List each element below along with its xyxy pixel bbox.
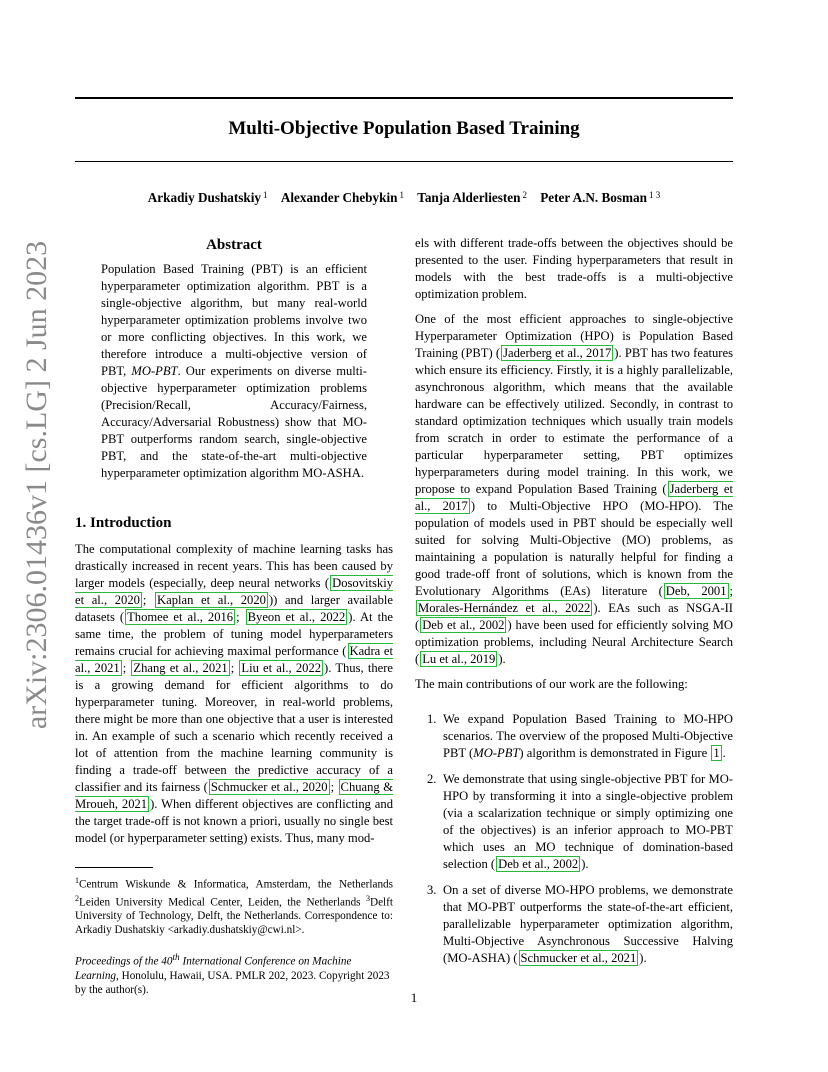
intro-paragraph [415, 311, 733, 668]
affiliation-footnote [75, 874, 393, 937]
footnote-text: Leiden University Medical Center, Leiden, the Netherlands [79, 896, 366, 909]
title-rule-bottom [75, 161, 733, 162]
author-name: Tanja Alderliesten [417, 190, 521, 205]
author-name: Peter A.N. Bosman [540, 190, 647, 205]
citation-link[interactable]: Liu et al., 2022 [241, 661, 322, 675]
text-run: ). When different objectives are conflicting and the target trade-off is not known a priori, usually no single best model (or hyperparameter setting) exists. Thus, many mod- [75, 797, 393, 845]
list-number: 3. [427, 883, 437, 897]
author-4 [540, 190, 660, 205]
footnote-marker: 3 [366, 894, 370, 904]
text-run: )) and larger available datasets ( [75, 593, 393, 624]
arxiv-identifier-text: arXiv:2306.01436v1 [cs.LG] 2 Jun 2023 [20, 240, 53, 730]
text-run: ) to Multi-Objective HPO (MO-HPO). The population of models used in PBT should be especially well suited for solving Multi-Objective (MO) problems, as maintaining a population is naturally helpful for finding a good trade-off front of solutions, which is known from the Evolutionary Algorithms (EAs) literature ( [415, 499, 733, 598]
citation-link[interactable]: Zhang et al., 2021 [133, 661, 228, 675]
text-run: ). EAs such as NSGA-II ( [415, 601, 733, 632]
intro-paragraph [75, 541, 393, 847]
contributions-list [415, 711, 733, 967]
text-run: On a set of diverse MO-HPO problems, we demonstrate that MO-PBT outperforms the state-of-the-art efficient, parallelizable hyperparameter optimization algorithm, Multi-Objective Asynchronous Successive Halving (MO-ASHA) ( [443, 883, 733, 965]
proceedings-text: International Conference on Machine Learning [75, 956, 352, 983]
abstract-emphasis: MO-PBT [131, 364, 178, 378]
author-affiliation: 2 [522, 190, 527, 200]
citation-link[interactable]: Schmucker et al., 2021 [520, 951, 637, 965]
proceedings-edition: 40 [161, 956, 173, 969]
text-run: ). Thus, there is a growing demand for efficient algorithms to do hyperparameter tuning. Moreover, in real-world problems, there might be more than one objective that a user is interested in. An example of such a scenario which recently received a lot of attention from the machine learning community is finding a trade-off between the predictive accuracy of a classifier and its fairness ( [75, 661, 393, 794]
footnote-marker: 2 [75, 894, 79, 904]
author-name: Arkadiy Dushatskiy [147, 190, 262, 205]
citation-link[interactable]: Dosovitskiy et al., 2020 [75, 576, 393, 607]
citation-link[interactable]: Deb et al., 2002 [498, 857, 579, 871]
citation-link[interactable]: Chuang & Mroueh, 2021 [75, 780, 393, 811]
text-run: ; [729, 584, 734, 598]
author-list [75, 190, 733, 206]
citation-link[interactable]: Byeon et al., 2022 [247, 610, 346, 624]
author-affiliation: 1 [263, 190, 268, 200]
paper-title: Multi-Objective Population Based Training [228, 118, 580, 139]
text-run: We demonstrate that using single-objective PBT for MO-HPO by transforming it into a single-objective problem (via a scalarization technique or simply optimizing one of the objectives) is an inferior approach to MO-PBT which uses an MO technique of domination-based selection ( [443, 772, 733, 871]
footnote-text: Delft University of Technology, Delft, the Netherlands. Correspondence to: Arkadiy Dushatskiy <arkadiy.dushatskiy@cwi.nl>. [75, 896, 393, 936]
right-column [415, 235, 733, 976]
list-number: 1. [427, 712, 437, 726]
section-heading-introduction: 1. Introduction [75, 515, 172, 531]
left-column [75, 235, 393, 997]
text-emphasis: MO-PBT [473, 746, 520, 760]
citation-link[interactable]: Thomee et al., 2016 [127, 610, 234, 624]
figure-link[interactable]: 1 [713, 746, 720, 760]
author-1 [148, 190, 268, 205]
citation-link[interactable]: Jaderberg et al., 2017 [503, 346, 612, 360]
citation-link[interactable]: Lu et al., 2019 [422, 652, 496, 666]
citation-link[interactable]: Schmucker et al., 2020 [210, 780, 328, 794]
text-run: ; [230, 661, 239, 675]
list-item [415, 882, 733, 967]
abstract-heading: Abstract [206, 237, 262, 253]
text-run: We expand Population Based Training to MO-HPO scenarios. The overview of the proposed Multi-Objective PBT ( [443, 712, 733, 760]
text-run: ). [498, 652, 506, 666]
title-rule-top [75, 97, 733, 99]
list-item [415, 711, 733, 762]
intro-paragraph: els with different trade-offs between the objectives should be presented to the user. Finding hyperparameters that result in models with the best trade-offs is a multi-objective optimization problem. [415, 236, 733, 301]
proceedings-ordinal: th [172, 953, 180, 964]
text-run: ). [639, 951, 647, 965]
abstract-text: Population Based Training (PBT) is an efficient hyperparameter optimization algorithm. PBT is a single-objective algorithm, but many real-world hyperparameter optimization problems involve two or more conflicting objectives. In this work, we therefore introduce a multi-objective version of PBT, [101, 262, 367, 378]
proceedings-text: , Honolulu, Hawaii, USA. PMLR 202, 2023. Copyright 2023 by the author(s). [75, 970, 390, 997]
page-number: 1 [410, 990, 418, 1005]
text-run: ). [581, 857, 589, 871]
footnote-marker: 1 [75, 876, 79, 885]
footnote-divider [75, 867, 153, 868]
proceedings-text: Proceedings of the [75, 956, 162, 969]
abstract-body [101, 261, 367, 482]
citation-link[interactable]: Deb, 2001 [665, 584, 727, 598]
footnote-text: Centrum Wiskunde & Informatica, Amsterdam, the Netherlands [79, 878, 393, 891]
text-run: . [722, 746, 726, 760]
text-run: ; [236, 610, 245, 624]
citation-link[interactable]: Kadra et al., 2021 [75, 644, 393, 675]
text-run: ; [122, 661, 131, 675]
text-run: ) algorithm is demonstrated in Figure [519, 746, 711, 760]
text-run: ) have been used for efficiently solving MO optimization problems, including Neural Architecture Search ( [415, 618, 733, 666]
text-run: ; [330, 780, 338, 794]
author-3 [417, 190, 527, 205]
citation-link[interactable]: Kaplan et al., 2020 [157, 593, 266, 607]
text-run: ). PBT has two features which ensure its efficiency. Firstly, it is a highly parallelizable, asynchronous algorithm, which means that the available hardware can be effectively utilized. Secondly, in contrast to standard optimization techniques which usually train models from scratch in order to estimate the performance of a particular hyperparameter setting, PBT optimizes hyperparameters during model training. In this work, we propose to expand Population Based Training ( [415, 346, 733, 496]
text-run: The computational complexity of machine learning tasks has drastically increased in recent years. This has been caused by larger models (especially, deep neural networks ( [75, 542, 393, 590]
abstract-text: . Our experiments on diverse multi-objective hyperparameter optimization problems (Precision/Recall, Accuracy/Fairness, Accuracy/Adversarial Robustness) show that MO-PBT outperforms random search, single-objective PBT, and the state-of-the-art multi-objective hyperparameter optimization algorithm MO-ASHA. [101, 364, 367, 480]
author-affiliation: 1 3 [648, 190, 661, 200]
citation-link[interactable]: Jaderberg et al., 2017 [415, 482, 733, 513]
citation-link[interactable]: Morales-Hernández et al., 2022 [418, 601, 591, 615]
text-run: ). At the same time, the problem of tuning model hyperparameters remains crucial for achieving maximal performance ( [75, 610, 393, 658]
text-run: ; [142, 593, 155, 607]
author-affiliation: 1 [399, 190, 404, 200]
author-2 [281, 190, 404, 205]
list-item [415, 771, 733, 873]
citation-link[interactable]: Deb et al., 2002 [422, 618, 505, 632]
author-name: Alexander Chebykin [280, 190, 398, 205]
list-number: 2. [427, 772, 437, 786]
contributions-intro: The main contributions of our work are the following: [415, 677, 688, 691]
text-run: One of the most efficient approaches to single-objective Hyperparameter Optimization (HPO) is Population Based Training (PBT) ( [415, 312, 733, 360]
